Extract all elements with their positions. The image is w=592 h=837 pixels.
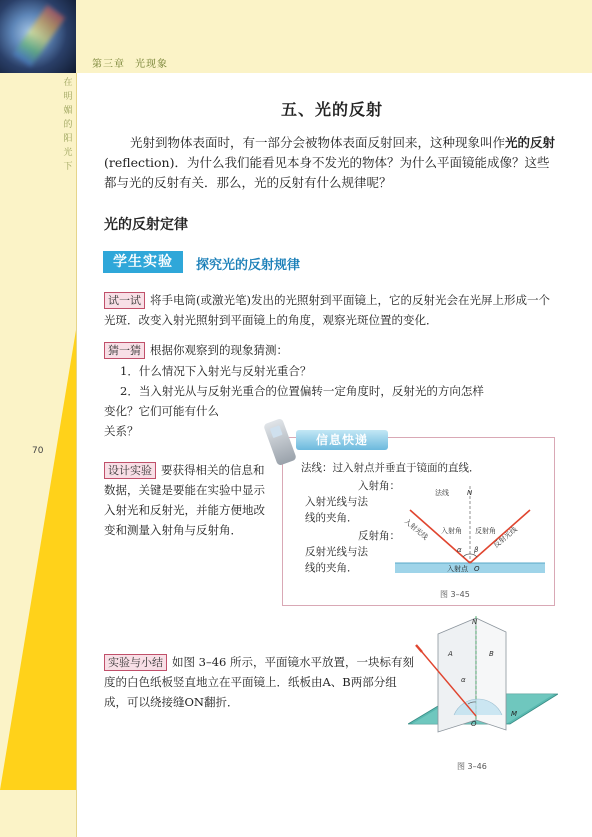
- guess-question-1: 1．什么情况下入射光与反射光重合？: [120, 364, 312, 378]
- page-number: 70: [32, 446, 44, 456]
- label-incident-point: 入射点: [447, 565, 468, 573]
- experiment-title: 探究光的反射规律: [196, 258, 301, 273]
- label-fig46-A: A: [448, 650, 453, 658]
- reflection-diagram: [395, 480, 545, 582]
- label-O: O: [474, 565, 480, 573]
- design-tag: 设计实验: [104, 462, 156, 479]
- law-heading: 光的反射定律: [104, 217, 188, 233]
- sidebar-vertical-title: 在明媚的阳光下: [63, 78, 73, 172]
- sidebar-yellow-triangle: [0, 290, 76, 790]
- try-tag: 试一试: [104, 292, 145, 309]
- guess-question-2-line2: 变化？它们可能有什么: [104, 404, 219, 418]
- label-reflection-angle: 反射角: [475, 527, 496, 535]
- label-normal: 法线: [435, 489, 449, 497]
- chapter-header: [92, 55, 168, 70]
- label-fig46-B: B: [489, 650, 494, 658]
- incident-angle-def-1: 入射光线与法: [305, 496, 368, 508]
- label-fig46-M: M: [511, 710, 518, 718]
- figure-3-46-diagram: [408, 612, 558, 750]
- intro-paragraph: 光射到物体表面时，有一部分会被物体表面反射回来，这种现象叫作光的反射(reflection)．为什么我们能看见本身不发光的物体？为什么平面镜能成像？这些都与光的反射有关．那么，光的反射有什么规律呢？: [104, 135, 556, 190]
- try-paragraph: 试一试 将手电筒(或激光笔)发出的光照射到平面镜上，它的反射光会在光屏上形成一个光斑．改变入射光照射到平面镜上的角度，观察光斑位置的变化．: [104, 293, 550, 327]
- figure-3-46-caption: 图 3–46: [457, 762, 487, 771]
- label-fig46-O: O: [471, 720, 477, 728]
- design-paragraph: 设计实验 要获得相关的信息和数据，关键是要能在实验中显示入射光和反射光，并能方便地改变和测量入射角与反射角．: [104, 463, 265, 537]
- reflection-angle-term: 反射角：: [358, 530, 400, 542]
- guess-question-2-line3: 关系？: [104, 424, 139, 438]
- normal-definition: 法线：过入射点并垂直于镜面的直线．: [301, 462, 480, 474]
- guess-tag: 猜一猜: [104, 342, 145, 359]
- reflection-angle-def-2: 线的夹角．: [305, 562, 358, 574]
- corner-photo: [0, 0, 76, 73]
- conclusion-tag: 实验与小结: [104, 654, 167, 671]
- figure-3-45-caption: 图 3–45: [440, 590, 470, 599]
- chapter-title: 光现象: [135, 59, 168, 70]
- label-fig46-alpha: α: [461, 676, 466, 684]
- guess-paragraph: 猜一猜 根据你观察到的现象猜测：: [104, 340, 556, 360]
- incident-angle-def-2: 线的夹角．: [305, 512, 358, 524]
- mirror-surface: [395, 563, 545, 573]
- conclusion-paragraph: 实验与小结 如图 3–46 所示，平面镜水平放置，一块标有刻度的白色纸板竖直地立在平面镜上．纸板由A、B两部分组成，可以绕接缝ON翻折．: [104, 655, 415, 709]
- label-incident-ray: 入射光线: [402, 517, 430, 542]
- sidebar-divider: [76, 73, 77, 837]
- label-beta: β: [474, 546, 479, 554]
- experiment-badge: 学生实验: [103, 251, 183, 273]
- label-N: N: [467, 489, 473, 497]
- key-term: 光的反射: [505, 135, 556, 150]
- guess-question-2: 2．当入射光从与反射光重合的位置偏转一定角度时，反射光的方向怎样: [120, 384, 484, 398]
- reflection-angle-def-1: 反射光线与法: [305, 546, 368, 558]
- info-label: 信息快递: [296, 430, 388, 450]
- section-title: 五、光的反射: [280, 100, 383, 119]
- label-reflected-ray: 反射光线: [492, 525, 519, 550]
- label-fig46-N: N: [472, 618, 478, 626]
- chapter-number: 第三章: [92, 59, 125, 70]
- label-alpha: α: [457, 546, 462, 554]
- header-band: [0, 0, 592, 73]
- incident-angle-term: 入射角：: [358, 480, 400, 492]
- label-incident-angle: 入射角: [441, 527, 462, 535]
